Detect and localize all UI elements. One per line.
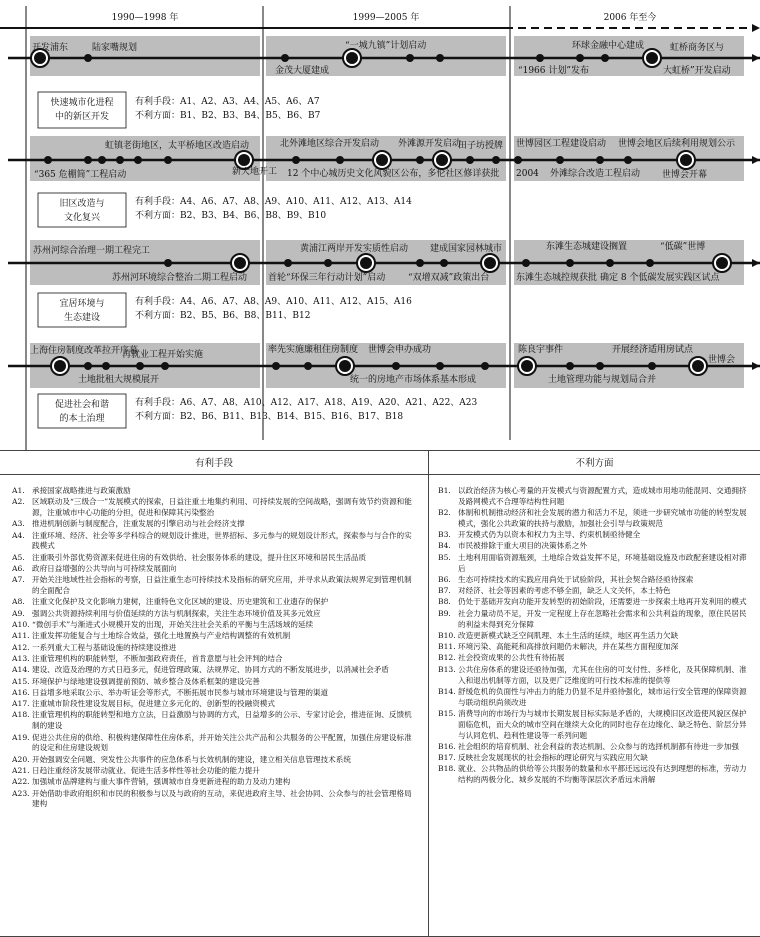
- item-text: 日益增多地采取公示、举办听证会等形式，不断拓展市民参与城市环境建设与管理的渠道: [32, 687, 329, 697]
- item-id: A1.: [12, 486, 25, 495]
- pros-item: [12, 553, 417, 564]
- event-label: 世博会地区后续利用规划公示: [618, 139, 736, 149]
- event-label: 上海住房制度改革拉开序幕: [30, 346, 139, 356]
- item-id: B9.: [438, 608, 451, 618]
- section-title: 文化复兴: [63, 213, 101, 223]
- item-text: 开始强调安全问题、突发性公共事件的应急体系与长效机制的建设，建立相关信息管理技术系统: [32, 754, 351, 764]
- item-text: 就业、公共物品的供给等公共服务的数量和水平都还远远没有达到理想的标准，劳动力结构的两极分化、城乡发展的不均衡等深层次矛盾远未消解: [458, 764, 747, 785]
- item-text: 改造更新模式缺乏空间肌理、本土生活的延续，地区再生活力欠缺: [458, 630, 679, 640]
- item-text: 对经济、社会等因素的考虑不够全面，缺乏人文关怀，本土特色: [458, 586, 671, 596]
- item-id: A10.: [12, 620, 30, 630]
- item-text: 反映社会发展现状的社会指标的理论研究与实践应用欠缺: [458, 753, 648, 763]
- item-text: 政府日益增强的公共导向与可持续发展面向: [32, 564, 177, 574]
- item-text: 生态可持续技术的实践应用尚处于试验阶段，其社会契合路径亟待探索: [458, 574, 694, 584]
- event-label: 黄浦江两岸开发实质性启动: [300, 244, 409, 254]
- event-label: 陆家嘴规划: [92, 43, 138, 53]
- item-id: B11.: [438, 642, 456, 652]
- item-id: B10.: [438, 630, 456, 640]
- pros-summary: 有利手段：A4、A6、A7、A8、A9、A10、A11、A12、A13、A14: [135, 197, 412, 207]
- event-label: 田子坊授牌: [458, 141, 504, 151]
- cons-summary: 不利方面：B2、B6、B11、B13、B14、B15、B16、B17、B18: [135, 412, 404, 422]
- item-text: 建设、改造及治理的方式日趋多元，促进管理政策、法规界定、协同方式的不断发展进步，以消减社会矛盾: [32, 665, 389, 675]
- item-id: B15.: [438, 708, 456, 718]
- event-label: 北外滩地区综合开发启动: [280, 139, 380, 149]
- item-id: B5.: [438, 552, 451, 562]
- item-text: 舒缓危机的负面性与冲击力的能力仍显不足并亟待强化，城市运行安全管理的保障资源与联动组织尚须改进: [458, 686, 747, 707]
- cons-header: 不利方面: [575, 458, 614, 469]
- item-text: 以政治经济为核心考量的开发模式与资源配置方式，造成城市用地功能混同、交通拥挤及路网模式不合理等结构性问题: [458, 486, 747, 506]
- item-id: A8.: [12, 597, 25, 607]
- item-text: 社会力量动员不足，开发一定程度上存在忽略社会需求和公共利益的现象，原住民居民的利益未得到充分保障: [458, 608, 747, 629]
- event-label: 世博会: [708, 355, 736, 365]
- item-text: “微创手术”与渐进式小规模开发的出现，开始关注社会关系的平衡与生活场域的延续: [32, 620, 314, 630]
- item-id: B18.: [438, 764, 456, 774]
- item-text: 强调公共资源持续利用与价值延续的方法与机制探索，关注生态环境价值及其多元效应: [32, 608, 321, 618]
- cons-item: [438, 530, 752, 541]
- item-id: A18.: [12, 710, 30, 720]
- cons-item: [438, 508, 752, 530]
- item-text: 注重环境、经济、社会等多学科综合的规划设计推进，世界招标、多元参与的规划设计形式，探索参与与合作的实践模式: [32, 530, 412, 551]
- item-text: 体制和机制推动经济和社会发展的潜力和活力不足，须进一步研究城市功能的转型发展模式，强化公共政策的扶持与激励，加强社会引导与政策规范: [458, 508, 747, 528]
- item-id: A17.: [12, 699, 30, 709]
- item-text: 注重管理机构的职能转型和地方立法，日益激励与协调的方式，日益增多的公示、专家讨论会，推进征询、反馈机制的建设: [32, 710, 412, 731]
- cons-summary: 不利方面：B2、B5、B6、B8、B11、B12: [135, 311, 311, 321]
- event-label: 陈良宇事件: [518, 345, 564, 355]
- cons-item: [438, 653, 752, 664]
- period-label: 2006 年至今: [603, 13, 657, 23]
- pros-item: [12, 564, 417, 575]
- item-id: A5.: [12, 552, 25, 562]
- event-label: 新天地开工: [232, 167, 278, 177]
- event-label: 大虹桥”开发启动: [663, 66, 731, 76]
- period-label: 1990—1998 年: [111, 13, 179, 23]
- cons-item: [438, 665, 752, 687]
- pros-item: [12, 654, 417, 665]
- cons-item: [438, 486, 752, 508]
- event-label: “一城九镇”计划启动: [345, 41, 427, 51]
- item-id: A16.: [12, 687, 30, 697]
- item-id: B13.: [438, 664, 456, 674]
- table-header-rule: [0, 474, 760, 475]
- table-divider: [428, 450, 429, 937]
- section-title: 促进社会和谐: [54, 400, 110, 410]
- section-title: 生态建设: [63, 313, 101, 323]
- pros-item: [12, 597, 417, 608]
- pros-item: [12, 665, 417, 676]
- item-text: 社会投资成果的公共性有待拓展: [458, 653, 565, 663]
- item-id: A14.: [12, 665, 30, 675]
- item-id: A4.: [12, 530, 25, 540]
- pros-item: [12, 699, 417, 710]
- event-label: 世博会开幕: [662, 170, 708, 180]
- event-label: 土地管理功能与规划局合并: [548, 375, 657, 385]
- section-title: 快速城市化进程: [50, 98, 114, 108]
- item-id: A19.: [12, 732, 30, 742]
- item-id: B6.: [438, 574, 451, 584]
- item-text: 公共住房体系的建设还亟待加强，尤其在住房的可支付性、多样化，及其保障机制、准入和退出机制等方面，以及更广泛维度的可行技术标准的提供等: [458, 664, 747, 685]
- pros-item: [12, 677, 417, 688]
- event-label: 率先实施廉租住房制度: [268, 345, 359, 355]
- event-label: 外滩源开发启动: [398, 139, 462, 149]
- pros-item: [12, 777, 417, 788]
- item-id: A3.: [12, 519, 25, 529]
- item-text: 开始借助非政府组织和市民的积极参与以及与政府的互动，来促进政府主导、社会协同、公众参与的社会管理格局建构: [32, 788, 412, 809]
- cons-summary: 不利方面：B2、B3、B4、B6、B8、B9、B10: [135, 211, 327, 221]
- pros-item: [12, 688, 417, 699]
- cons-item: [438, 609, 752, 631]
- item-text: 一系列重大工程与基础设施的持续建设推进: [32, 642, 177, 652]
- item-text: 注重管理机构的职能转型，不断加强政府责任，首肯意愿与社会评判的结合: [32, 653, 283, 663]
- item-id: A2.: [12, 497, 25, 507]
- item-id: B2.: [438, 508, 451, 518]
- pros-item: [12, 631, 417, 642]
- cons-item: [438, 753, 752, 764]
- item-id: B17.: [438, 753, 456, 763]
- item-id: B12.: [438, 653, 456, 663]
- pros-item: [12, 710, 417, 732]
- item-text: 仍处于基础开发向功能开发转型的初始阶段，还需要进一步探索土地再开发利用的模式: [458, 597, 747, 607]
- pros-header: 有利手段: [194, 458, 233, 469]
- cons-item: [438, 642, 752, 653]
- cons-list: [438, 486, 752, 787]
- pros-item: [12, 575, 417, 597]
- section-title: 宜居环境与: [59, 299, 105, 309]
- event-label: 环球金融中心建成: [572, 41, 645, 51]
- event-label: 12 个中心城历史文化风貌区公布，多伦社区修详获批: [287, 169, 500, 179]
- cons-item: [438, 687, 752, 709]
- item-text: 注重吸引外部优势资源来促进住房的有效供给、社会服务体系的建设，提升住区环境和居民生活品质: [32, 552, 367, 562]
- section-title: 的本土治理: [59, 414, 105, 424]
- cons-item: [438, 541, 752, 552]
- item-text: 注重文化保护及文化影响力建树，注重特色文化区域的建设、历史建筑和工业遗存的保护: [32, 597, 329, 607]
- item-id: B3.: [438, 530, 451, 540]
- event-label: 确定 8 个低碳发展实践区试点: [600, 273, 720, 283]
- event-label: “双增双减”政策出台: [408, 273, 490, 283]
- item-text: 环境保护与绿地建设强调提前预防、城乡整合及体系框架的建设完善: [32, 676, 260, 686]
- event-label: 东滩生态城控规获批: [516, 273, 598, 283]
- item-id: A20.: [12, 754, 30, 764]
- cons-summary: 不利方面：B1、B2、B3、B4、B5、B6、B7: [135, 111, 321, 121]
- item-text: 市民被排除于重大项目的决策体系之外: [458, 541, 588, 551]
- cons-item: [438, 575, 752, 586]
- event-label: 再就业工程开始实施: [122, 350, 204, 360]
- item-id: A22.: [12, 777, 30, 787]
- item-id: A15.: [12, 676, 30, 686]
- event-label: 2004: [516, 169, 539, 179]
- item-text: 促进公共住房的供给、积极构建保障性住房体系，并开始关注公共产品和公共服务的公平配置，加强住房建设标准的设定和住房建设规划: [32, 732, 412, 753]
- item-id: A9.: [12, 608, 25, 618]
- event-label: 苏州河综合治理一期工程完工: [33, 246, 151, 256]
- pros-list: [12, 486, 417, 811]
- pros-summary: 有利手段：A4、A6、A7、A8、A9、A10、A11、A12、A15、A16: [135, 297, 412, 307]
- event-label: 建成国家园林城市: [430, 244, 503, 254]
- item-id: B7.: [438, 586, 451, 596]
- item-id: A21.: [12, 765, 30, 775]
- item-text: 加强城市品牌建构与重大事件营销，强调城市自身更新进程的助力及动力建构: [32, 777, 291, 787]
- item-id: B1.: [438, 486, 451, 495]
- item-text: 区域联动及“三级合一”发展模式的探索，日益注重土地集约利用、可持续发展的空间战略，强调有效节约资源和能源，注重城市中心功能的分担，促进和保障其污染整治: [32, 497, 412, 518]
- item-text: 开发模式仍为以资本和权力为主导、约束机制亟待健全: [458, 530, 641, 540]
- item-text: 消费导向的市场行为与城市长期发展目标实际是矛盾的，大规模旧区改造使风貌区保护面临危机，而大众的城市空间在继续大众化的同时也存在边缘化、缺乏特色、阶层分异与认同危机、趋利性建设等一系列问题: [458, 708, 747, 740]
- pros-item: [12, 643, 417, 654]
- item-id: B8.: [438, 597, 451, 607]
- item-id: B14.: [438, 686, 456, 696]
- cons-item: [438, 764, 752, 786]
- item-id: A11.: [12, 631, 30, 641]
- event-label: 统一的房地产市场体系基本形成: [350, 375, 477, 385]
- cons-item: [438, 586, 752, 597]
- event-label: 东滩生态城建设搁置: [546, 242, 628, 252]
- cons-item: [438, 553, 752, 575]
- period-label: 1999—2005 年: [352, 13, 420, 23]
- section-title: 旧区改造与: [59, 199, 105, 209]
- event-label: 土地批租大规模展开: [78, 375, 160, 385]
- event-label: 金茂大厦建成: [275, 66, 330, 76]
- section-title: 中的新区开发: [54, 112, 110, 122]
- pros-summary: 有利手段：A6、A7、A8、A10、A12、A17、A18、A19、A20、A21、A22、A23: [135, 398, 478, 408]
- cons-item: [438, 709, 752, 741]
- event-label: 开展经济适用房试点: [612, 345, 694, 355]
- event-label: 世博会申办成功: [368, 345, 432, 355]
- event-label: “1966 计划”发布: [518, 66, 589, 76]
- cons-item: [438, 742, 752, 753]
- cons-item: [438, 631, 752, 642]
- event-label: “低碳”世博: [660, 242, 706, 252]
- event-label: 虹桥商务区与: [670, 43, 725, 53]
- pros-item: [12, 609, 417, 620]
- timeline-diagram: [0, 0, 760, 450]
- item-text: 日趋注重经济发展带动就业、促进生活多样性等社会功能的能力提升: [32, 765, 260, 775]
- item-text: 承接国家战略推进与政策激励: [32, 486, 131, 495]
- pros-item: [12, 531, 417, 553]
- item-text: 社会组织的培育机制、社会利益的表达机制、公众参与的选择机制都有待进一步加强: [458, 741, 739, 751]
- pros-item: [12, 497, 417, 519]
- pros-item: [12, 755, 417, 766]
- pros-item: [12, 733, 417, 755]
- item-text: 注重城市阶段性建设发展目标，促进建立多元化的、创新型的投融资模式: [32, 699, 275, 709]
- event-label: 世博园区工程建设启动: [516, 139, 607, 149]
- event-label: 开发浦东: [32, 43, 69, 53]
- item-text: 土地利用面临资源瓶颈，土地综合效益发挥不足，环境基础设施及市政配套建设相对滞后: [458, 552, 747, 573]
- item-text: 推进机制创新与制度配合，注重发展的引擎启动与社会经济支撑: [32, 519, 245, 529]
- item-id: B4.: [438, 541, 451, 551]
- event-label: “365 危棚简”工程启动: [34, 170, 127, 180]
- event-label: 苏州河环境综合整治二期工程启动: [112, 273, 248, 283]
- pros-summary: 有利手段：A1、A2、A3、A4、A5、A6、A7: [135, 97, 320, 107]
- item-id: B16.: [438, 741, 456, 751]
- pros-item: [12, 620, 417, 631]
- item-id: A6.: [12, 564, 25, 574]
- event-label: 外滩综合改造工程启动: [550, 169, 641, 179]
- item-id: A12.: [12, 642, 30, 652]
- event-label: 虹镇老街地区，太平桥地区改造启动: [105, 141, 250, 151]
- item-id: A7.: [12, 575, 25, 585]
- cons-item: [438, 597, 752, 608]
- item-id: A13.: [12, 653, 30, 663]
- item-text: 注重发挥功能复合与土地综合效益，强化土地置换与产业结构调整的有效机制: [32, 631, 291, 641]
- pros-item: [12, 486, 417, 497]
- item-text: 开始关注地域性社会指标的考察，日益注重生态可持续技术及指标的研究应用，并寻求从政策法规界定到管理机制的全面配合: [32, 575, 412, 596]
- item-id: A23.: [12, 788, 30, 798]
- event-label: 首轮“环保三年行动计划”启动: [268, 273, 386, 283]
- pros-item: [12, 519, 417, 530]
- item-text: 环境污染、高能耗和高排放问题仍未解决，并在某些方面程度加深: [458, 642, 679, 652]
- pros-item: [12, 789, 417, 811]
- pros-item: [12, 766, 417, 777]
